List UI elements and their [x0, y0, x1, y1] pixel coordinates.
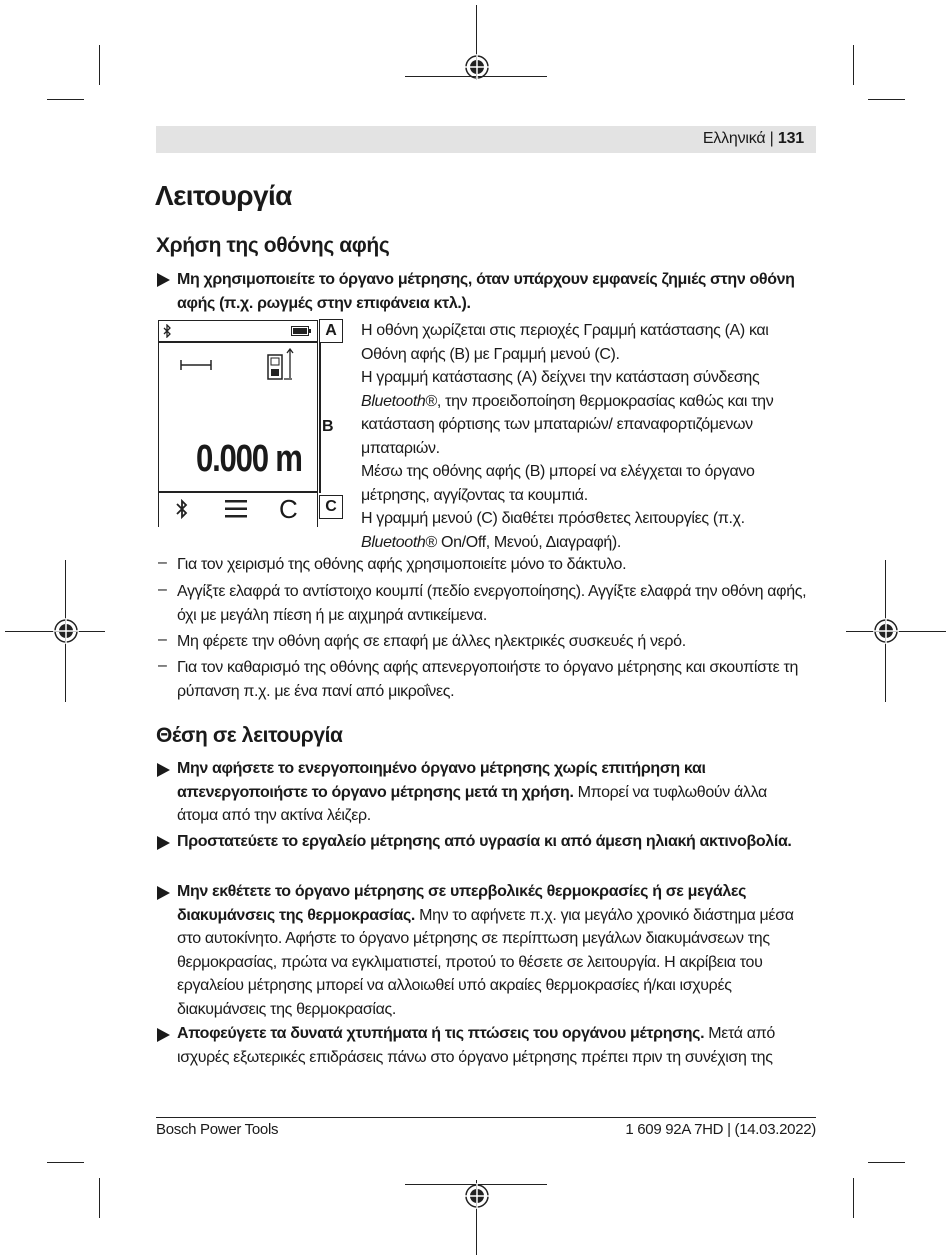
device-reference-icon [266, 348, 296, 382]
desc-line-3: ®, την προειδοποίηση θερμοκρασίας καθώς και την κατάσταση φόρτισης των μπαταριών/ επαναφορτιζόμενων μπαταριών. [361, 392, 774, 457]
bluetooth-icon[interactable] [175, 499, 189, 519]
label-b: B [322, 418, 334, 435]
bluetooth-term: Bluetooth [361, 392, 426, 410]
warning-triangle-icon [157, 763, 170, 777]
menu-icon[interactable] [225, 500, 247, 518]
registration-mark-icon [461, 1180, 493, 1212]
header-text [703, 130, 804, 148]
touchscreen-warning: Μη χρησιμοποιείτε το όργανο μέτρησης, όταν υπάρχουν εμφανείς ζημιές στην οθόνη αφής (π.χ. ρωγμές στην επιφάνεια κτλ.). [177, 271, 795, 312]
header-separator: | [769, 130, 774, 147]
label-a: A [319, 319, 343, 343]
warning-triangle-icon [157, 273, 170, 287]
warning-bold: Προστατεύετε το εργαλείο μέτρησης από υγρασία κι από άμεση ηλιακή ακτινοβολία. [177, 833, 792, 850]
warning-triangle-icon [157, 886, 170, 900]
measurement-value: 0.000 m [196, 438, 302, 480]
bullet-dash: – [158, 631, 167, 648]
page-header [156, 126, 816, 153]
startup-warning [177, 830, 807, 854]
bullet-item: Αγγίξτε ελαφρά το αντίστοιχο κουμπί (πεδίο ενεργοποίησης). Αγγίξτε ελαφρά την οθόνη αφής, όχι με μεγάλη πίεση ή με αιχμηρά αντικείμενα. [177, 583, 807, 624]
section-heading-touchscreen: Χρήση της οθόνης αφής [156, 234, 390, 257]
menu-bar-divider [158, 491, 317, 493]
footer-brand: Bosch Power Tools [156, 1121, 279, 1138]
startup-warning [177, 1022, 807, 1069]
status-bar-divider [158, 341, 317, 343]
bullet-dash: – [158, 657, 167, 674]
bracket-b-line [319, 343, 321, 493]
warning-text: Μην το αφήνετε π.χ. για μεγάλο χρονικό διάστημα μέσα στο αυτοκίνητο. Αφήστε το όργανο μέτρησης σε περίπτωση μεγάλων διακυμάνσεων της θερμοκρασίας, πρώτα να εγκλιματιστεί, προτού το θέσετε σε λειτουργία. Η ακρίβεια του εργαλείου μέτρησης μπορεί να αλλοιωθεί υπό ακραίες θερμοκρασίες ή/και ισχυρές διακυμάνσεις της θερμοκρασίας. [177, 906, 794, 1018]
registration-mark-icon [870, 615, 902, 647]
warning-triangle-icon [157, 836, 170, 850]
bullet-item: Για τον χειρισμό της οθόνης αφής χρησιμοποιείτε μόνο το δάκτυλο. [177, 556, 627, 573]
label-c: C [319, 495, 343, 519]
bullet-item: Μη φέρετε την οθόνη αφής σε επαφή με άλλες ηλεκτρικές συσκευές ή νερό. [177, 633, 686, 650]
bluetooth-term: Bluetooth [361, 533, 426, 551]
desc-line-4: Μέσω της οθόνης αφής (B) μπορεί να ελέγχεται το όργανο μέτρησης, αγγίζοντας τα κουμπιά. [361, 463, 755, 504]
bullet-dash: – [158, 554, 167, 571]
warning-bold: Μην εκθέτετε το όργανο μέτρησης σε υπερβολικές θερμοκρασίες ή σε μεγάλες διακυμάνσεις της θερμοκρασίας. [177, 883, 747, 924]
bullet-item: Για τον καθαρισμό της οθόνης αφής απενεργοποιήστε το όργανο μέτρησης και σκουπίστε τη ρύπανση π.χ. με ένα πανί από μικροΐνες. [177, 659, 799, 700]
bullet-dash: – [158, 581, 167, 598]
page-number: 131 [777, 130, 804, 147]
desc-line-2: Η γραμμή κατάστασης (A) δείχνει την κατάσταση σύνδεσης [361, 369, 760, 386]
startup-warning [177, 880, 807, 1021]
distance-icon [180, 358, 212, 372]
footer-doc-id: 1 609 92A 7HD | (14.03.2022) [625, 1121, 816, 1138]
section-heading-startup: Θέση σε λειτουργία [156, 724, 343, 747]
warning-bold: Αποφεύγετε τα δυνατά χτυπήματα ή τις πτώσεις του οργάνου μέτρησης. [177, 1025, 705, 1042]
warning-text: Μετά από ισχυρές εξωτερικές επιδράσεις πάνω στο όργανο μέτρησης πρέπει πριν τη συνέχιση της [177, 1025, 775, 1066]
clear-button[interactable]: C [279, 494, 298, 524]
desc-line-1: Η οθόνη χωρίζεται στις περιοχές Γραμμή κατάστασης (A) και Οθόνη αφής (B) με Γραμμή μενού (C). [361, 322, 769, 363]
warning-bold: Μην αφήσετε το ενεργοποιημένο όργανο μέτρησης χωρίς επιτήρηση και απενεργοποιήστε το όργανο μέτρησης μετά τη χρήση. [177, 760, 706, 801]
battery-icon [291, 326, 311, 336]
desc-line-5: Η γραμμή μενού (C) διαθέτει πρόσθετες λειτουργίες (π.χ. [361, 510, 745, 527]
registration-mark-icon [461, 51, 493, 83]
startup-warning [177, 757, 807, 828]
header-language: Ελληνικά [702, 130, 766, 147]
registration-mark-icon [50, 615, 82, 647]
footer-rule [156, 1117, 816, 1118]
desc-line-6: ® On/Off, Μενού, Διαγραφή). [425, 533, 621, 551]
bluetooth-icon [162, 324, 172, 338]
page-title: Λειτουργία [155, 180, 292, 211]
warning-text: Μπορεί να τυφλωθούν άλλα άτομα από την ακτίνα λέιζερ. [177, 783, 767, 824]
display-description [361, 319, 816, 554]
warning-triangle-icon [157, 1028, 170, 1042]
